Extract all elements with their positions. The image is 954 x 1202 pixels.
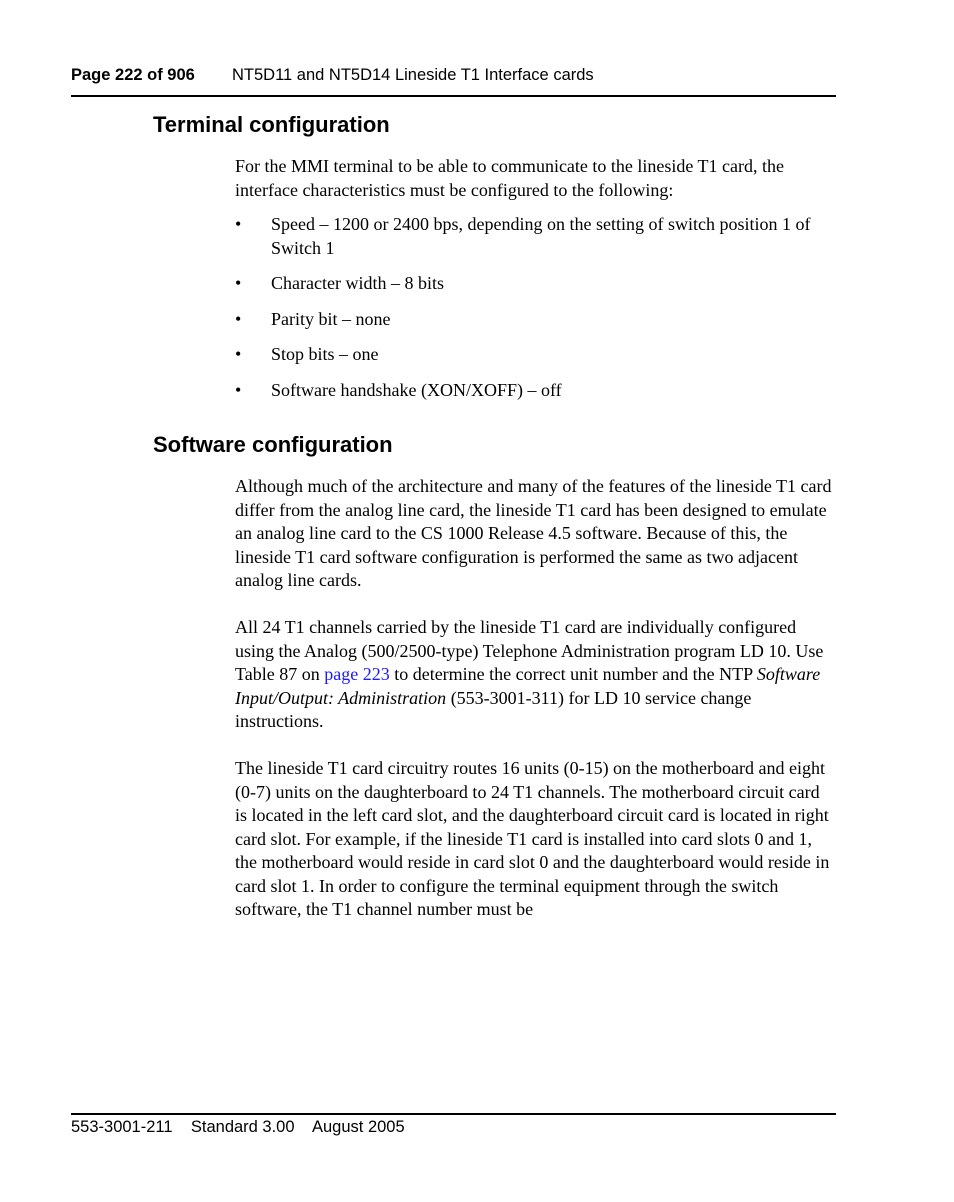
page-223-link[interactable]: page 223 [324, 664, 390, 684]
list-item-text: Speed – 1200 or 2400 bps, depending on the setting of switch position 1 of Switch 1 [271, 214, 811, 258]
paragraph-text: The lineside T1 card circuitry routes 16 units (0-15) on the motherboard and eight (0-7) units on the daughterboard to 24 T1 channels. The motherboard circuit card is located in the left card slot, and the daughterboard circuit card is located in right card slot. For example, if the lineside T1 card is installed into card slots 0 and 1, the motherboard would reside in card slot 0 and the daughterboard would reside in card slot 1. In order to configure the terminal equipment through the switch software, the T1 channel number must be [235, 758, 830, 919]
software-paragraph-1 [235, 475, 835, 593]
list-item-text: Character width – 8 bits [271, 273, 444, 293]
section-heading-terminal-configuration: Terminal configuration [153, 112, 390, 137]
list-item [235, 379, 835, 403]
bullet-icon: • [235, 308, 242, 329]
footer-doc-number: 553-3001-211 [71, 1118, 173, 1136]
header-rule [71, 95, 836, 97]
section-heading-software-configuration: Software configuration [153, 432, 393, 457]
software-paragraph-3 [235, 757, 835, 922]
bullet-icon: • [235, 214, 242, 234]
paragraph-text-part: to determine the correct unit number and the NTP [389, 664, 757, 684]
footer-standard: Standard 3.00 [190, 1118, 295, 1136]
footer-date: August 2005 [311, 1118, 405, 1136]
list-item-text: Parity bit – none [271, 308, 391, 329]
bullet-icon: • [235, 379, 242, 400]
page-header [71, 66, 836, 85]
document-title: NT5D11 and NT5D14 Lineside T1 Interface cards [232, 66, 594, 84]
ntp-title-italic: Software Input/Output: Administration [235, 664, 821, 708]
list-item [235, 308, 835, 332]
list-item [235, 343, 835, 367]
list-item-text: Software handshake (XON/XOFF) – off [271, 379, 562, 400]
paragraph-text: Although much of the architecture and many of the features of the lineside T1 card differ from the analog line card, the lineside T1 card has been designed to emulate an analog line card to the CS 1000 Release 4.5 software. Because of this, the lineside T1 card software configuration is performed the same as two adjacent analog line cards. [235, 476, 832, 590]
footer-rule [71, 1113, 836, 1115]
page-footer [71, 1118, 405, 1137]
page-number-label: Page 222 of 906 [71, 66, 195, 84]
paragraph-text-part: All 24 T1 channels carried by the lineside T1 card are individually configured using the Analog (500/2500-type) Telephone Administration program LD 10. Use Table 87 on [235, 617, 824, 684]
list-item [235, 213, 835, 260]
paragraph-text [235, 616, 835, 734]
terminal-settings-list [235, 213, 835, 414]
terminal-intro-paragraph [235, 155, 835, 202]
intro-text: For the MMI terminal to be able to communicate to the lineside T1 card, the interface characteristics must be configured to the following: [235, 156, 785, 200]
list-item [235, 272, 835, 296]
bullet-icon: • [235, 344, 242, 364]
paragraph-text-part: (553-3001-311) for LD 10 service change instructions. [235, 687, 752, 731]
list-item-text: Stop bits – one [271, 344, 379, 364]
software-paragraph-2 [235, 616, 835, 734]
bullet-icon: • [235, 273, 242, 293]
